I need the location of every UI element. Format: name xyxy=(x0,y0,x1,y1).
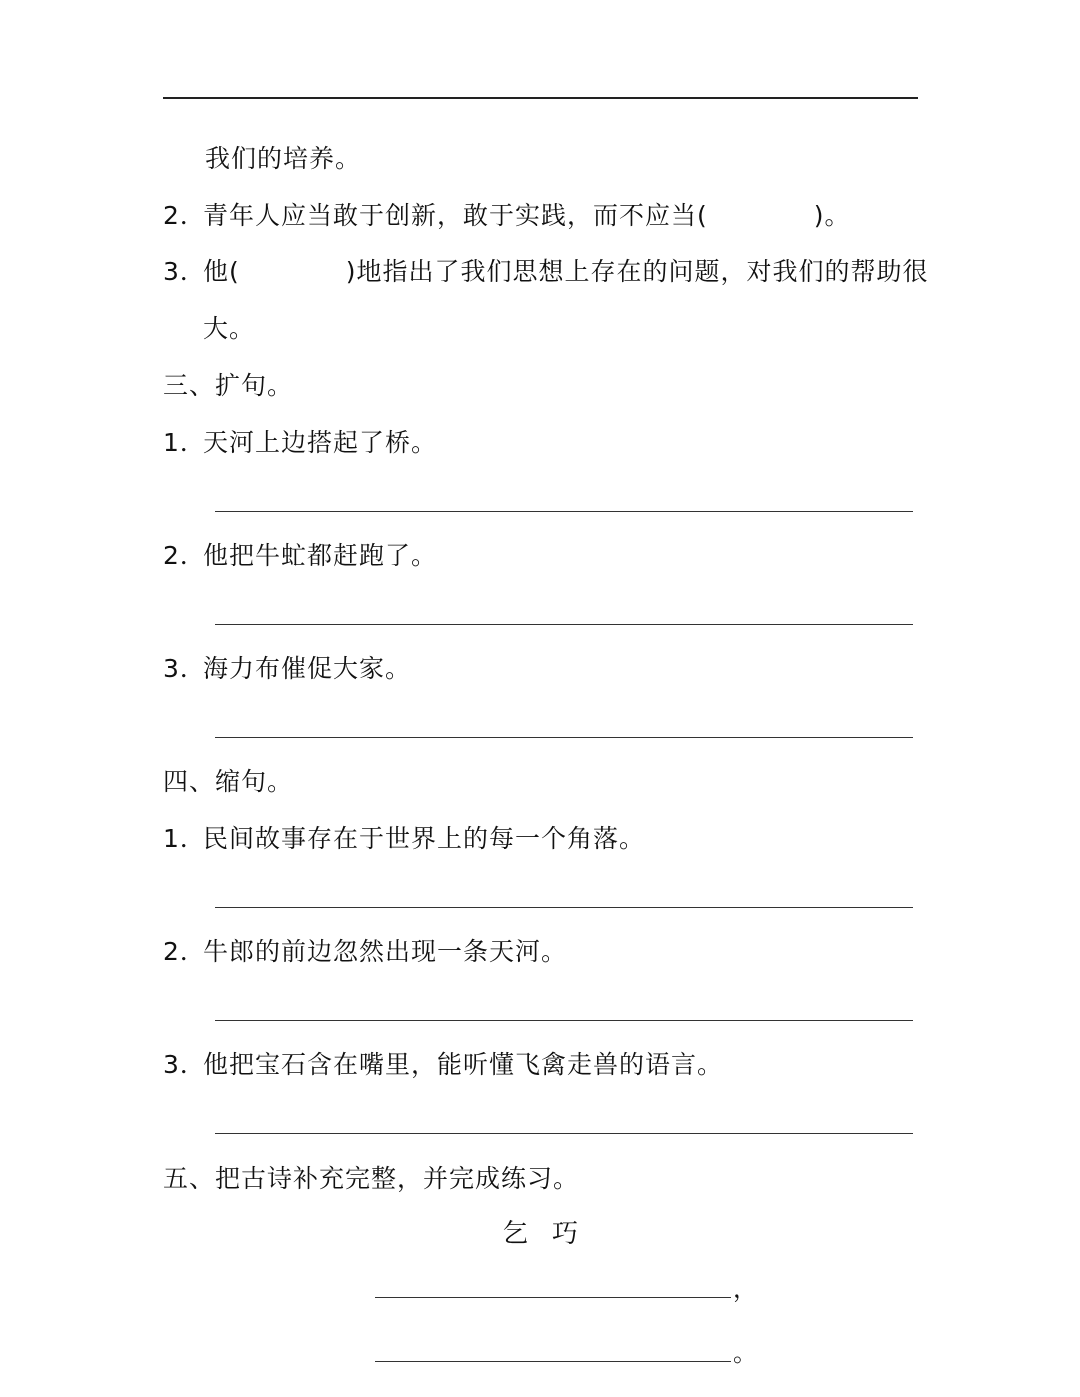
header-rule xyxy=(163,97,918,99)
item-number: 3． xyxy=(163,257,206,286)
poem-line-1 xyxy=(375,1272,755,1306)
expand-item-1 xyxy=(163,426,437,460)
poem-punctuation: 。 xyxy=(733,1339,757,1367)
poem-answer-line[interactable] xyxy=(375,1361,731,1362)
shorten-item-1 xyxy=(163,822,645,856)
fill-item-2 xyxy=(163,199,851,233)
shorten-item-3 xyxy=(163,1048,723,1082)
item-number: 1． xyxy=(163,824,206,853)
expand-item-3 xyxy=(163,652,411,686)
fill-item-3-wrap: 大。 xyxy=(203,314,256,343)
answer-line[interactable] xyxy=(215,737,913,738)
section-4-heading: 四、缩句。 xyxy=(163,767,294,796)
section-3-heading: 三、扩句。 xyxy=(163,371,294,400)
fill-item-3 xyxy=(163,255,929,289)
item-number: 2． xyxy=(163,937,206,966)
item-text: 牛郎的前边忽然出现一条天河。 xyxy=(203,937,568,966)
item-text-after: )。 xyxy=(813,201,851,230)
answer-line[interactable] xyxy=(215,1133,913,1134)
answer-line[interactable] xyxy=(215,907,913,908)
item-text: 他把宝石含在嘴里，能听懂飞禽走兽的语言。 xyxy=(203,1050,724,1079)
item-number: 2． xyxy=(163,541,206,570)
item-number: 2． xyxy=(163,201,206,230)
expand-item-2 xyxy=(163,539,437,573)
section-5-heading: 五、把古诗补充完整，并完成练习。 xyxy=(163,1164,580,1193)
item-number: 3． xyxy=(163,1050,206,1079)
answer-line[interactable] xyxy=(215,511,913,512)
item-text: 他把牛虻都赶跑了。 xyxy=(203,541,438,570)
item-text-before: 他( xyxy=(203,257,240,286)
poem-title: 乞巧 xyxy=(501,1219,602,1249)
poem-line-2 xyxy=(375,1336,755,1370)
item-text: 天河上边搭起了桥。 xyxy=(203,428,438,457)
poem-answer-line[interactable] xyxy=(375,1297,731,1298)
item-number: 3． xyxy=(163,654,206,683)
answer-line[interactable] xyxy=(215,624,913,625)
item-text: 民间故事存在于世界上的每一个角落。 xyxy=(203,824,646,853)
shorten-item-2 xyxy=(163,935,567,969)
continuation-text: 我们的培养。 xyxy=(205,144,362,173)
item-text-after: )地指出了我们思想上存在的问题，对我们的帮助很 xyxy=(345,257,929,286)
item-text: 海力布催促大家。 xyxy=(203,654,412,683)
poem-punctuation: ， xyxy=(733,1275,757,1303)
item-text-before: 青年人应当敢于创新，敢于实践，而不应当( xyxy=(203,201,708,230)
item-number: 1． xyxy=(163,428,206,457)
answer-line[interactable] xyxy=(215,1020,913,1021)
